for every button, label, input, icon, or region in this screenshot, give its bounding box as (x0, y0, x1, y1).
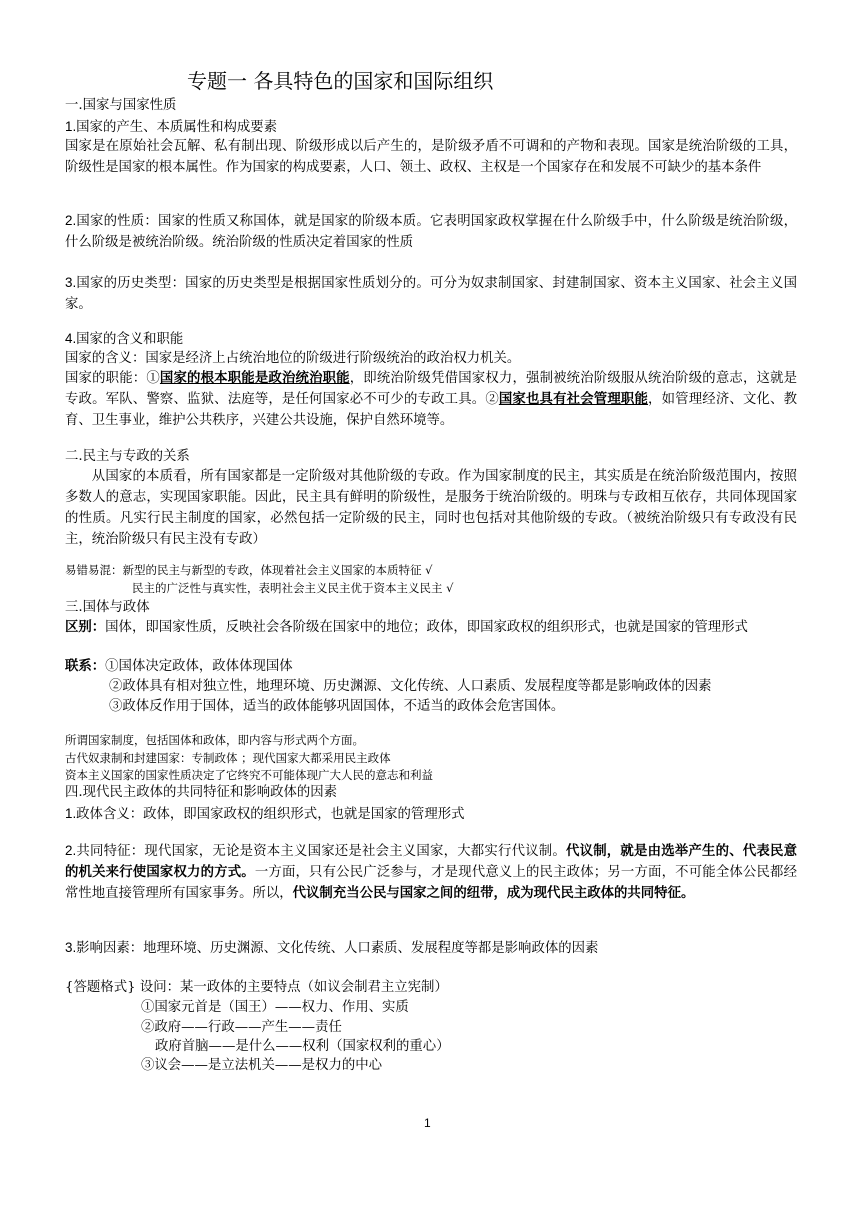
s1-item2-body: 国家的性质：国家的性质又称国体，就是国家的阶级本质。它表明国家政权掌握在什么阶级手中，什么阶级是统治阶级，什么阶级是被统治阶级。统治阶级的性质决定着国家的性质 (65, 214, 797, 250)
s3-note-3: 资本主义国家的国家性质决定了它终究不可能体现广大人民的意志和利益 (65, 768, 433, 782)
s1-item2-number: 2. (65, 213, 77, 228)
s4-item2-mid: 一方面，只有公民广泛参与，才是现代意义上的民主政体；另一方面，不可能全体公民都经常性地直接管理所有国家事务。所以， (65, 865, 798, 901)
relation-label: 联系： (65, 658, 106, 674)
s1-item3-body: 国家的历史类型：国家的历史类型是根据国家性质划分的。可分为奴隶制国家、封建制国家、资本主义国家、社会主义国家。 (65, 276, 797, 312)
state-functions-lead: 国家的职能：① (65, 371, 160, 386)
s4-item2-lead: 共同特征：现代国家，无论是资本主义国家还是社会主义国家，大都实行代议制。 (76, 844, 566, 859)
answer-format-line-1: {答题格式} 设问：某一政体的主要特点（如议会制君主立宪制） (65, 980, 448, 995)
difference-body: 国体，即国家性质，反映社会各阶级在国家中的地位；政体，即国家政权的组织形式，也就是国家的管理形式 (105, 620, 748, 635)
s4-item2 (65, 840, 797, 904)
s4-item1-number: 1. (65, 806, 77, 821)
state-functions (65, 368, 797, 431)
common-feature-emphasis: 代议制充当公民与国家之间的纽带，成为现代民主政体的共同特征。 (292, 885, 695, 901)
s4-item3 (65, 937, 797, 959)
social-management-emphasis: 国家也具有社会管理职能 (498, 391, 649, 407)
s1-item1-title (65, 116, 797, 138)
state-functions-tail: ，如管理经济、文化、教育、卫生事业，维护公共秩序，兴建公共设施，保护自然环境等。 (65, 392, 798, 428)
relation-item-2: ②政体具有相对独立性，地理环境、历史渊源、文化传统、人口素质、发展程度等都是影响政体的因素 (109, 679, 712, 694)
s4-item3-body: 影响因素：地理环境、历史渊源、文化传统、人口素质、发展程度等都是影响政体的因素 (76, 941, 599, 956)
relation-item-1: ①国体决定政体，政体体现国体 (105, 659, 293, 674)
representative-system-definition: 代议制，就是由选举产生的、代表民意的机关来行使国家权力的方式。 (65, 843, 797, 880)
answer-format-line-5: ③议会——是立法机关——是权力的中心 (141, 1058, 383, 1073)
s4-item2-number: 2. (65, 843, 77, 858)
page-number: 1 (424, 1116, 431, 1130)
document-title: 专题一 各具特色的国家和国际组织 (187, 69, 494, 93)
section4-heading: 四.现代民主政体的共同特征和影响政体的因素 (65, 785, 338, 800)
s1-item3-number: 3. (65, 275, 77, 290)
relation-paragraph (65, 656, 797, 677)
democracy-dictatorship-body: 从国家的本质看，所有国家都是一定阶级对其他阶级的专政。作为国家制度的民主，其实质是在统治阶级范围内，按照多数人的意志，实现国家职能。因此，民主具有鲜明的阶级性，是服务于统治阶级的。明珠与专政相互依存，共同体现国家的性质。凡实行民主制度的国家，必然包括一定阶级的民主，同时也包括对其他阶级的专政。（被统治阶级只有专政没有民主，统治阶级只有民主没有专政） (65, 469, 797, 547)
difference-label: 区别： (65, 619, 106, 635)
state-meaning: 国家的含义：国家是经济上占统治地位的阶级进行阶级统治的政治权力机关。 (65, 351, 521, 366)
s1-item3 (65, 272, 797, 315)
section2-heading: 二.民主与专政的关系 (65, 449, 190, 464)
section1-heading: 一.国家与国家性质 (65, 98, 177, 113)
s2-note-2: 民主的广泛性与真实性，表明社会主义民主优于资本主义民主 √ (132, 581, 454, 595)
s1-item2 (65, 210, 797, 253)
fundamental-function-emphasis: 国家的根本职能是政治统治职能 (159, 370, 350, 386)
s1-item4-number: 4. (65, 331, 77, 346)
s2-note-1: 易错易混：新型的民主与新型的专政，体现着社会主义国家的本质特征 √ (65, 563, 433, 577)
s1-item4-title-text: 国家的含义和职能 (76, 332, 184, 347)
s1-item1-body: 国家是在原始社会瓦解、私有制出现、阶级形成以后产生的，是阶级矛盾不可调和的产物和表现。国家是统治阶级的工具，阶级性是国家的根本属性。作为国家的构成要素，人口、领土、政权、主权是一个国家存在和发展不可缺少的基本条件 (65, 139, 797, 175)
answer-format-line-4: 政府首脑——是什么——权利（国家权利的重心） (155, 1039, 450, 1054)
s3-note-2: 古代奴隶制和封建国家：专制政体 ；现代国家大都采用民主政体 (65, 751, 391, 765)
s1-item1-number: 1. (65, 119, 77, 134)
s4-item3-number: 3. (65, 940, 77, 955)
answer-format-line-2: ①国家元首是（国王）——权力、作用、实质 (141, 1000, 409, 1015)
state-functions-mid: ，即统治阶级凭借国家权力，强制被统治阶级服从统治阶级的意志，这就是专政。军队、警察、监狱、法庭等，是任何国家必不可少的专政工具。② (65, 371, 798, 407)
s4-item1-body: 政体含义：政体，即国家政权的组织形式，也就是国家的管理形式 (76, 807, 465, 822)
s1-item1-title-text: 国家的产生、本质属性和构成要素 (76, 120, 278, 135)
answer-format-line-3: ②政府——行政——产生——责任 (141, 1020, 342, 1035)
s3-note-1: 所谓国家制度，包括国体和政体，即内容与形式两个方面。 (65, 733, 364, 747)
section3-heading: 三.国体与政体 (65, 600, 150, 615)
s4-item1 (65, 803, 797, 825)
difference-paragraph (65, 617, 831, 638)
s1-item4-title (65, 328, 797, 350)
relation-item-3: ③政体反作用于国体，适当的政体能够巩固国体，不适当的政体会危害国体。 (109, 699, 565, 714)
